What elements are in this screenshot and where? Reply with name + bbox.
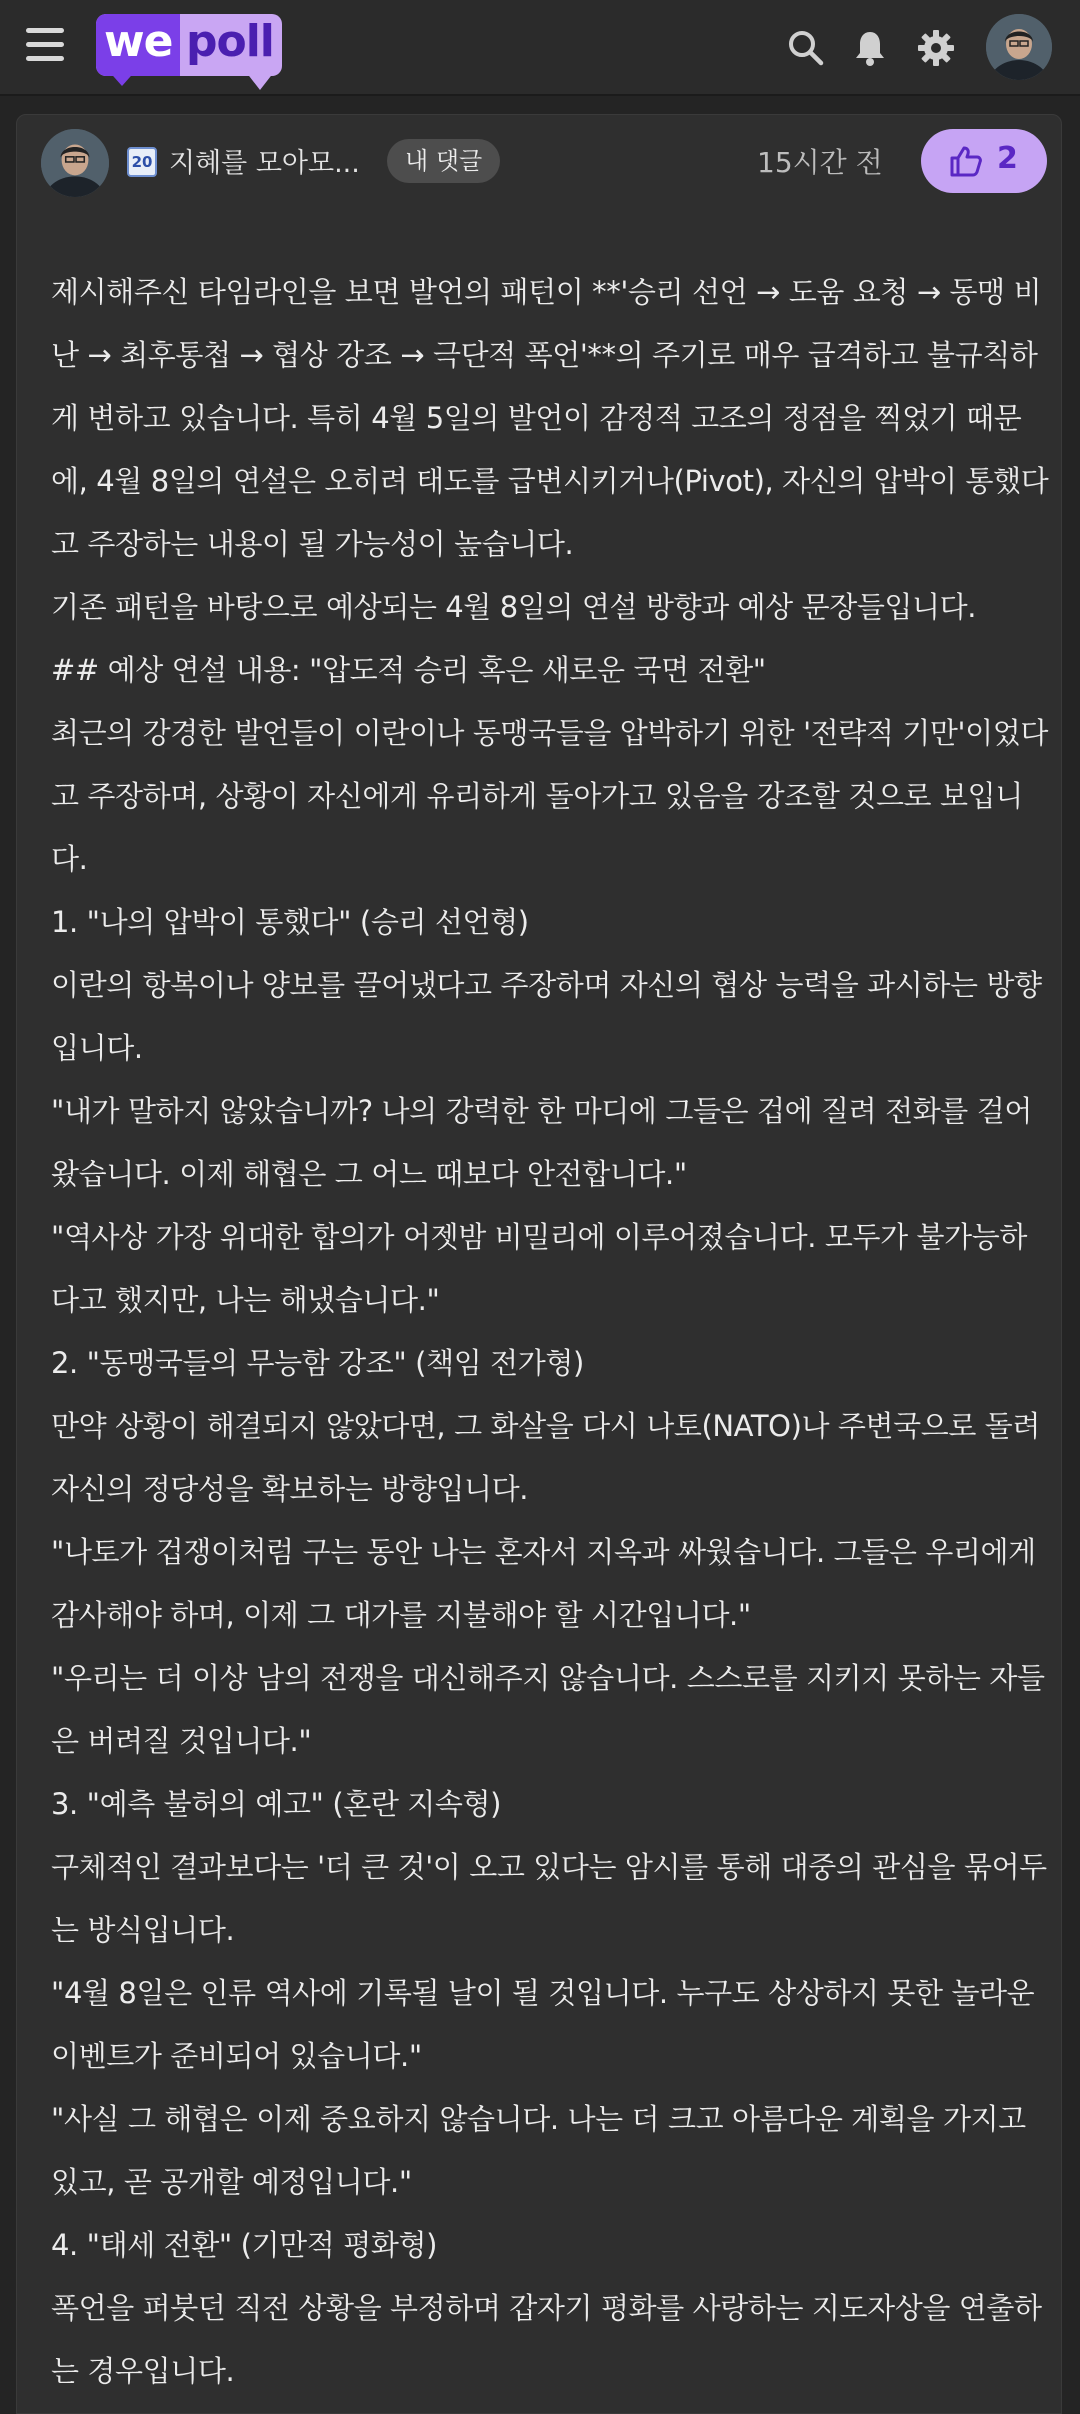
username[interactable]: 지혜를 모아모... [169, 148, 360, 179]
gear-icon[interactable] [916, 28, 956, 68]
comment-paragraph: 1. "나의 압박이 통했다" (승리 선언형) [51, 905, 529, 939]
bell-icon[interactable] [850, 28, 890, 68]
comment-paragraph: 구체적인 결과보다는 '더 큰 것'이 오고 있다는 암시를 통해 대중의 관심을 묶어두는 방식입니다. [51, 1850, 1047, 1947]
comment-paragraph: 제시해주신 타임라인을 보면 발언의 패턴이 **'승리 선언 → 도움 요청 → 동맹 비난 → 최후통첩 → 협상 강조 → 극단적 폭언'**의 주기로 매우 급격하고 불규칙하게 변하고 있습니다. 특히 4월 5일의 발언이 감정적 고조의 정점을 찍었기 때문에, 4월 8일의 연설은 오히려 태도를 급변시키거나(Pivot), 자신의 압박이 통했다고 주장하는 내용이 될 가능성이 높습니다. [51, 275, 1049, 561]
logo-we-text: we [104, 16, 173, 67]
like-button[interactable] [921, 129, 1047, 193]
comment-paragraph: 최근의 강경한 발언들이 이란이나 동맹국들을 압박하기 위한 '전략적 기만'이었다고 주장하며, 상황이 자신에게 유리하게 돌아가고 있음을 강조할 것으로 보입니다. [51, 716, 1048, 876]
my-comment-badge: 내 댓글 [387, 139, 500, 183]
search-icon[interactable] [786, 28, 826, 68]
comment-paragraph: "4월 8일은 인류 역사에 기록될 날이 될 것입니다. 누구도 상상하지 못한 놀라운 이벤트가 준비되어 있습니다." [51, 1976, 1035, 2073]
like-count: 2 [997, 141, 1018, 176]
comment-paragraph: "내가 말하지 않았습니까? 나의 강력한 한 마디에 그들은 겁에 질려 전화를 걸어왔습니다. 이제 해협은 그 어느 때보다 안전합니다." [51, 1094, 1032, 1191]
wepoll-logo[interactable] [96, 10, 286, 92]
menu-icon[interactable] [26, 26, 66, 64]
top-app-bar [0, 0, 1080, 96]
thumbs-up-icon [949, 145, 983, 177]
logo-poll-text: poll [186, 16, 274, 67]
comment-card [16, 114, 1062, 2414]
user-avatar[interactable] [986, 14, 1052, 80]
comment-paragraph: 3. "예측 불허의 예고" (혼란 지속형) [51, 1787, 502, 1821]
comment-paragraph: ## 예상 연설 내용: "압도적 승리 혹은 새로운 국면 전환" [51, 653, 766, 687]
comment-paragraph: "나토가 겁쟁이처럼 구는 동안 나는 혼자서 지옥과 싸웠습니다. 그들은 우리에게 감사해야 하며, 이제 그 대가를 지불해야 할 시간입니다." [51, 1535, 1036, 1632]
comment-paragraph: 기존 패턴을 바탕으로 예상되는 4월 8일의 연설 방향과 예상 문장들입니다. [51, 590, 977, 624]
commenter-avatar[interactable] [41, 129, 109, 197]
comment-paragraph: 4. "태세 전환" (기만적 평화형) [51, 2228, 437, 2262]
level-badge: 20 [127, 147, 157, 177]
comment-paragraph: "우리는 더 이상 남의 전쟁을 대신해주지 않습니다. 스스로를 지키지 못하는 자들은 버려질 것입니다." [51, 1661, 1045, 1758]
comment-body [51, 261, 1051, 2403]
comment-timestamp: 15시간 전 [757, 146, 883, 179]
comment-paragraph: 만약 상황이 해결되지 않았다면, 그 화살을 다시 나토(NATO)나 주변국으로 돌려 자신의 정당성을 확보하는 방향입니다. [51, 1409, 1041, 1506]
comment-paragraph: 이란의 항복이나 양보를 끌어냈다고 주장하며 자신의 협상 능력을 과시하는 방향입니다. [51, 968, 1042, 1065]
comment-paragraph: 폭언을 퍼붓던 직전 상황을 부정하며 갑자기 평화를 사랑하는 지도자상을 연출하는 경우입니다. [51, 2291, 1042, 2388]
comment-paragraph: "사실 그 해협은 이제 중요하지 않습니다. 나는 더 크고 아름다운 계획을 가지고 있고, 곧 공개할 예정입니다." [51, 2102, 1026, 2199]
comment-paragraph: 2. "동맹국들의 무능함 강조" (책임 전가형) [51, 1346, 584, 1380]
comment-paragraph: "역사상 가장 위대한 합의가 어젯밤 비밀리에 이루어졌습니다. 모두가 불가능하다고 했지만, 나는 해냈습니다." [51, 1220, 1027, 1317]
